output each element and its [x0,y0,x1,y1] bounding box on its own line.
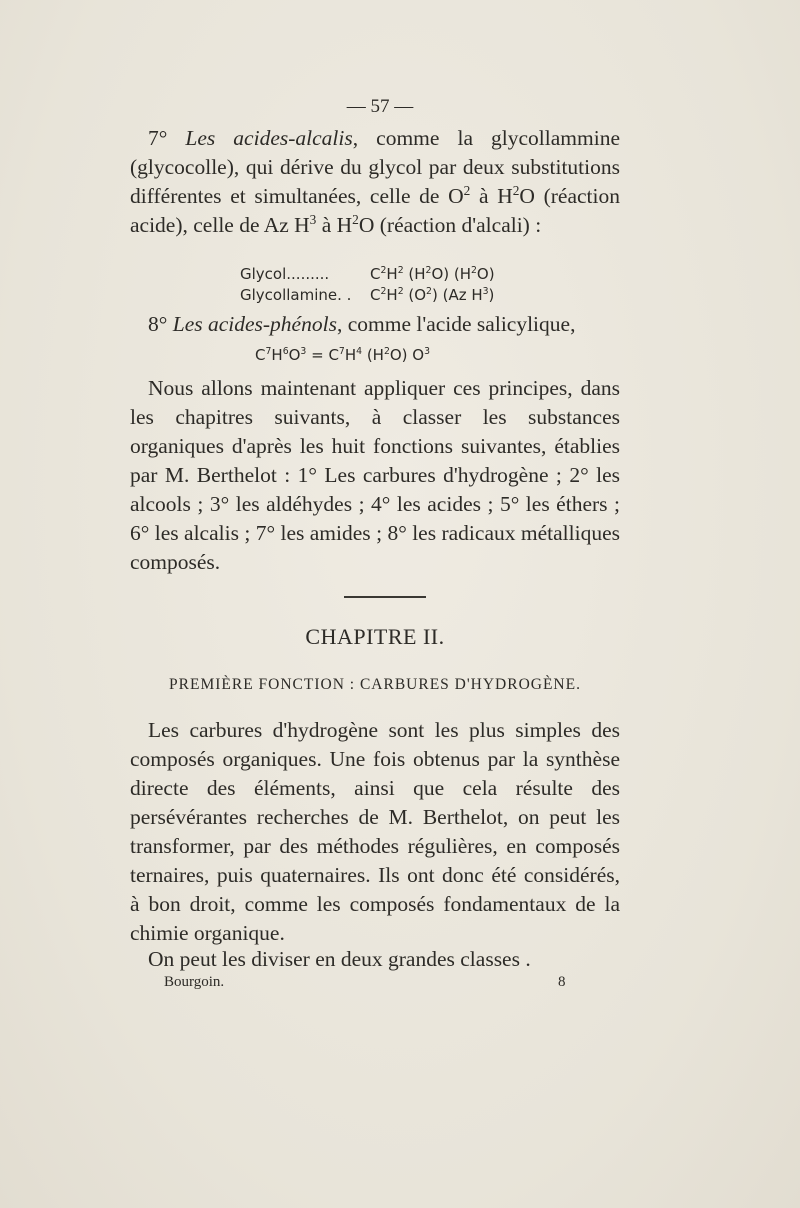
superscript: 2 [471,265,477,276]
paragraph-acides-phenols [130,310,620,339]
formula-glycollamine [240,285,560,306]
item-number-7: 7° [148,126,168,150]
text-run: , comme la glycollammine (glycocolle), qui dérive du glycol par deux substitutions différentes et simultanées, celle de O [130,126,620,208]
text-run: , comme l'acide salicylique, [336,312,576,336]
superscript: 4 [356,346,363,357]
paragraph-classes [130,945,620,974]
formula-part: H [344,346,357,364]
superscript: 6 [282,346,289,357]
superscript: 3 [300,346,307,357]
formula-part: C [370,265,381,283]
text-run: à H [316,213,353,237]
formula-label: Glycollamine. . [240,286,352,304]
formula-part: ) (Az H [431,286,483,304]
term-acides-phenols: Les acides-phénols [172,312,337,336]
formula-block [240,264,560,306]
paragraph-fonctions [130,374,620,577]
paragraph-text: Les carbures d'hydrogène sont les plus simples des composés organiques. Une fois obtenus par la synthèse directe des éléments, ainsi que cela résulte des persévérantes recherches de M. Berthelot, on peut les transformer, par des méthodes régulières, en composés ternaires, puis quaternaires. Ils ont donc été considérés, à bon droit, comme les composés fondamentaux de la chimie organique. [130,718,620,945]
superscript: 2 [425,265,432,276]
page-number: — 57 — [346,96,414,117]
chapter-title: CHAPITRE II. [305,624,445,649]
superscript: 7 [265,346,272,357]
formula-glycol [240,264,560,285]
formula-part: C [255,346,266,364]
formula-part: (H [403,265,426,283]
superscript: 2 [463,182,471,198]
superscript: 3 [309,211,317,227]
formula-part: O) [476,265,495,283]
superscript: 3 [424,346,431,357]
section-divider [344,596,426,598]
formula-part: (O [403,286,427,304]
formula-part: H [386,286,398,304]
chapter-subtitle: PREMIÈRE FONCTION : CARBURES D'HYDROGÈNE. [169,676,581,693]
paragraph-text: On peut les diviser en deux grandes classes . [148,947,531,971]
paragraph-text: Nous allons maintenant appliquer ces principes, dans les chapitres suivants, à classer les substances organiques d'après les huit fonctions suivantes, établies par M. Berthelot : 1° Les carbures d'hydrogène ; 2° les alcools ; 3° les aldéhydes ; 4° les acides ; 5° les éthers ; 6° les alcalis ; 7° les amides ; 8° les radicaux métalliques composés. [130,376,620,574]
text-run: à H [470,184,513,208]
formula-part: ) [488,286,495,304]
superscript: 2 [380,265,387,276]
footer-author: Bourgoin. [164,974,225,990]
formula-part: O) (H [431,265,471,283]
formula-salicylic [255,345,555,366]
formula-part: O) O [389,346,425,364]
item-number-8: 8° [148,312,168,336]
formula-part: = C [306,346,339,364]
superscript: 2 [512,182,520,198]
footer-signature: 8 [558,974,566,990]
text-run: O (réaction d'alcali) : [358,213,542,237]
superscript: 3 [482,286,489,297]
paragraph-acides-alcalis [130,124,620,240]
paragraph-carbures [130,716,620,948]
text-run: O (réaction acide), celle de Az H [130,184,620,237]
superscript: 7 [338,346,345,357]
formula-part: H [386,265,398,283]
superscript: 2 [380,286,387,297]
formula-label: Glycol......... [240,265,330,283]
formula-part: O [288,346,301,364]
term-acides-alcalis: Les acides-alcalis [185,126,353,150]
superscript: 2 [352,211,359,227]
superscript: 2 [397,286,404,297]
formula-part: H [271,346,283,364]
superscript: 2 [426,286,432,297]
formula-part: C [370,286,381,304]
superscript: 2 [383,346,390,357]
formula-part: (H [362,346,384,364]
superscript: 2 [397,265,404,276]
